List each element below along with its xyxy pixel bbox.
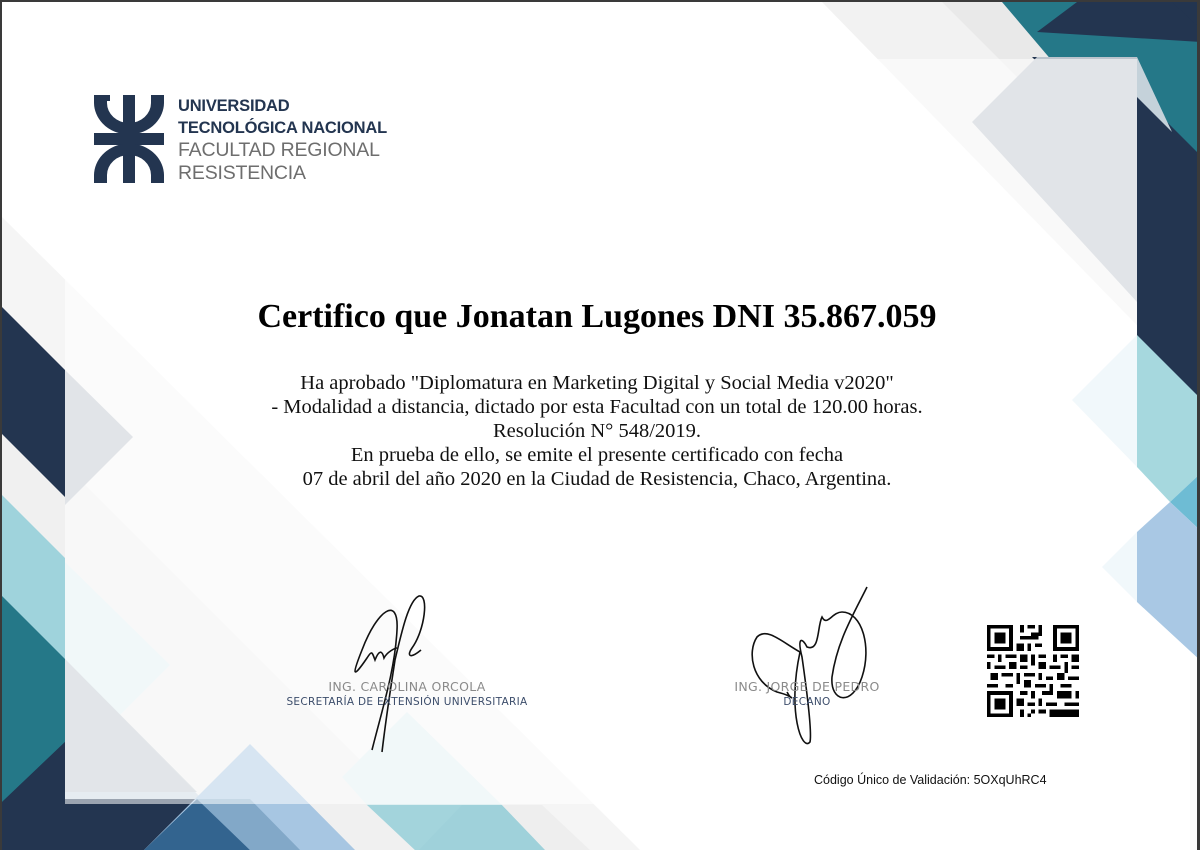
signature-block-decano bbox=[702, 679, 912, 708]
certificate-title: Certifico que Jonatan Lugones DNI 35.867.059 bbox=[257, 298, 937, 335]
body-line: 07 de abril del año 2020 en la Ciudad de Resistencia, Chaco, Argentina. bbox=[302, 468, 892, 490]
signature-block-secretaria bbox=[267, 679, 547, 708]
institution-name-line1: UNIVERSIDAD bbox=[178, 97, 290, 115]
body-line: Resolución N° 548/2019. bbox=[492, 420, 702, 442]
signer-name: ING. JORGE DE PEDRO bbox=[734, 679, 880, 694]
institution-name-line2: TECNOLÓGICA NACIONAL bbox=[178, 119, 387, 137]
signature-orcola-icon bbox=[337, 590, 447, 760]
faculty-name-line1: FACULTAD REGIONAL bbox=[178, 139, 380, 161]
faculty-name-line2: RESISTENCIA bbox=[178, 162, 306, 184]
body-line: Ha aprobado "Diplomatura en Marketing Digital y Social Media v2020" bbox=[300, 372, 894, 394]
signer-role: SECRETARÍA DE EXTENSIÓN UNIVERSITARIA bbox=[286, 696, 528, 708]
validation-code: Código Único de Validación: 5OXqUhRC4 bbox=[814, 773, 1047, 787]
institution-logo bbox=[94, 95, 387, 185]
signer-name: ING. CAROLINA ORCOLA bbox=[328, 679, 486, 694]
certificate-body bbox=[2, 371, 1192, 491]
body-line: - Modalidad a distancia, dictado por esta Facultad con un total de 120.00 horas. bbox=[271, 396, 923, 418]
qr-code-icon[interactable] bbox=[987, 625, 1079, 717]
signature-depedro-icon bbox=[742, 582, 892, 757]
body-line: En prueba de ello, se emite el presente certificado con fecha bbox=[350, 444, 844, 466]
signer-role: DECANO bbox=[783, 696, 831, 708]
utn-emblem-icon bbox=[94, 95, 164, 183]
